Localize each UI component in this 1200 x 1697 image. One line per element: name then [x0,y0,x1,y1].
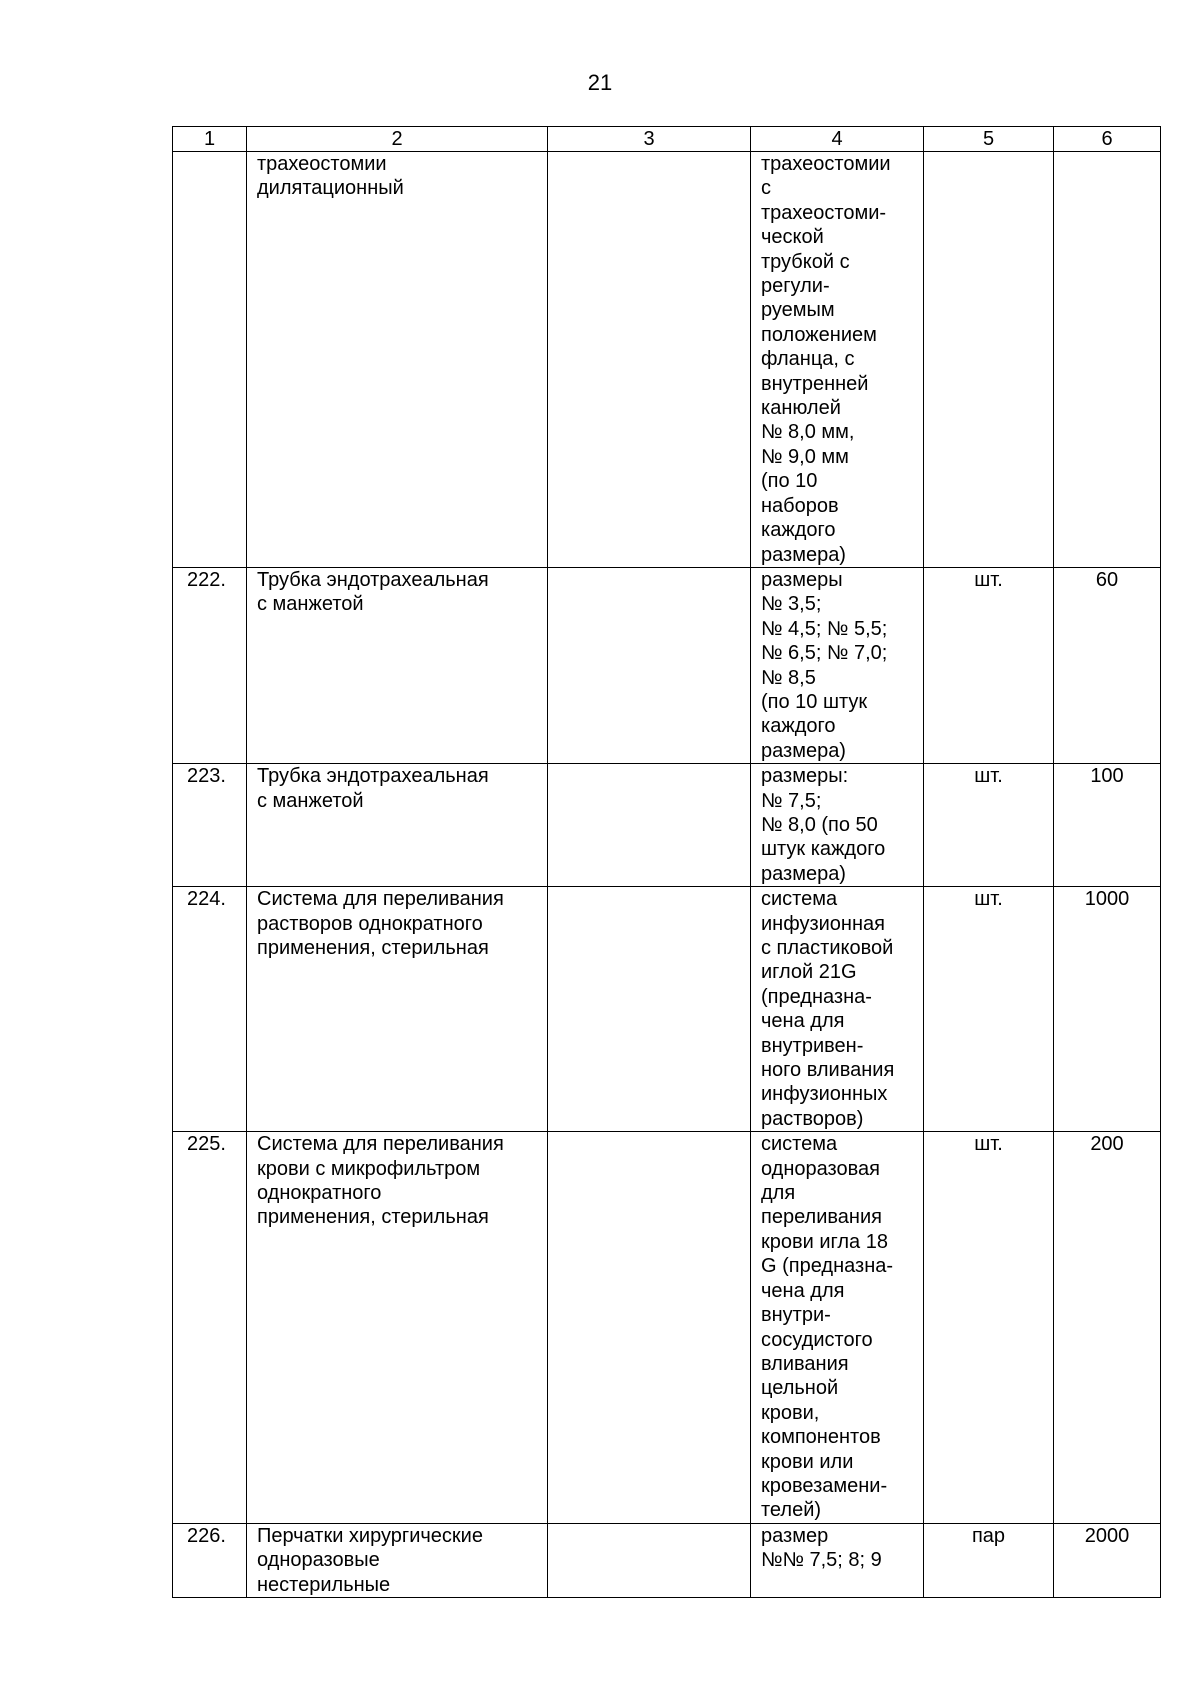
item-spec: система одноразовая для переливания крови игла 18 G (предназна- чена для внутри- сосудистого вливания цельной крови, компонентов крови или кровезамени- телей) [751,1132,924,1524]
column-header: 4 [751,127,924,152]
item-name: Система для переливания крови с микрофильтром однократного применения, стерильная [247,1132,548,1524]
table-row [173,887,1161,1132]
item-spec: система инфузионная с пластиковой иглой 21G (предназна- чена для внутривен- ного вливания инфузионных растворов) [751,887,924,1132]
item-unit [924,152,1054,568]
item-name: Система для переливания растворов однократного применения, стерильная [247,887,548,1132]
page-number: 21 [587,70,613,95]
item-name: трахеостомии дилятационный [247,152,548,568]
table-row [173,1132,1161,1524]
column-header: 6 [1054,127,1161,152]
table-row [173,152,1161,568]
item-quantity: 2000 [1054,1523,1161,1597]
column-header: 5 [924,127,1054,152]
item-quantity: 100 [1054,764,1161,887]
item-unit: шт. [924,764,1054,887]
item-unit: шт. [924,567,1054,763]
table-row [173,1523,1161,1597]
item-col3 [548,1523,751,1597]
item-spec: размеры: № 7,5; № 8,0 (по 50 штук каждого размера) [751,764,924,887]
table-row [173,567,1161,763]
column-header: 2 [247,127,548,152]
item-number: 224. [173,887,247,1132]
item-number: 222. [173,567,247,763]
item-name: Перчатки хирургические одноразовые нестерильные [247,1523,548,1597]
item-name: Трубка эндотрахеальная с манжетой [247,567,548,763]
item-number: 223. [173,764,247,887]
item-number [173,152,247,568]
table-header-row [173,127,1161,152]
item-quantity: 1000 [1054,887,1161,1132]
item-spec: трахеостомии с трахеостоми- ческой трубкой с регули- руемым положением фланца, с внутренней канюлей № 8,0 мм, № 9,0 мм (по 10 наборов каждого размера) [751,152,924,568]
item-quantity: 200 [1054,1132,1161,1524]
item-col3 [548,887,751,1132]
item-quantity: 60 [1054,567,1161,763]
item-name: Трубка эндотрахеальная с манжетой [247,764,548,887]
column-header: 3 [548,127,751,152]
item-spec: размеры № 3,5; № 4,5; № 5,5; № 6,5; № 7,0; № 8,5 (по 10 штук каждого размера) [751,567,924,763]
column-header: 1 [173,127,247,152]
item-col3 [548,152,751,568]
item-col3 [548,567,751,763]
item-col3 [548,764,751,887]
item-number: 225. [173,1132,247,1524]
item-unit: пар [924,1523,1054,1597]
item-col3 [548,1132,751,1524]
item-unit: шт. [924,1132,1054,1524]
item-spec: размер №№ 7,5; 8; 9 [751,1523,924,1597]
table-row [173,764,1161,887]
specification-table [172,126,1161,1598]
item-quantity [1054,152,1161,568]
item-unit: шт. [924,887,1054,1132]
item-number: 226. [173,1523,247,1597]
